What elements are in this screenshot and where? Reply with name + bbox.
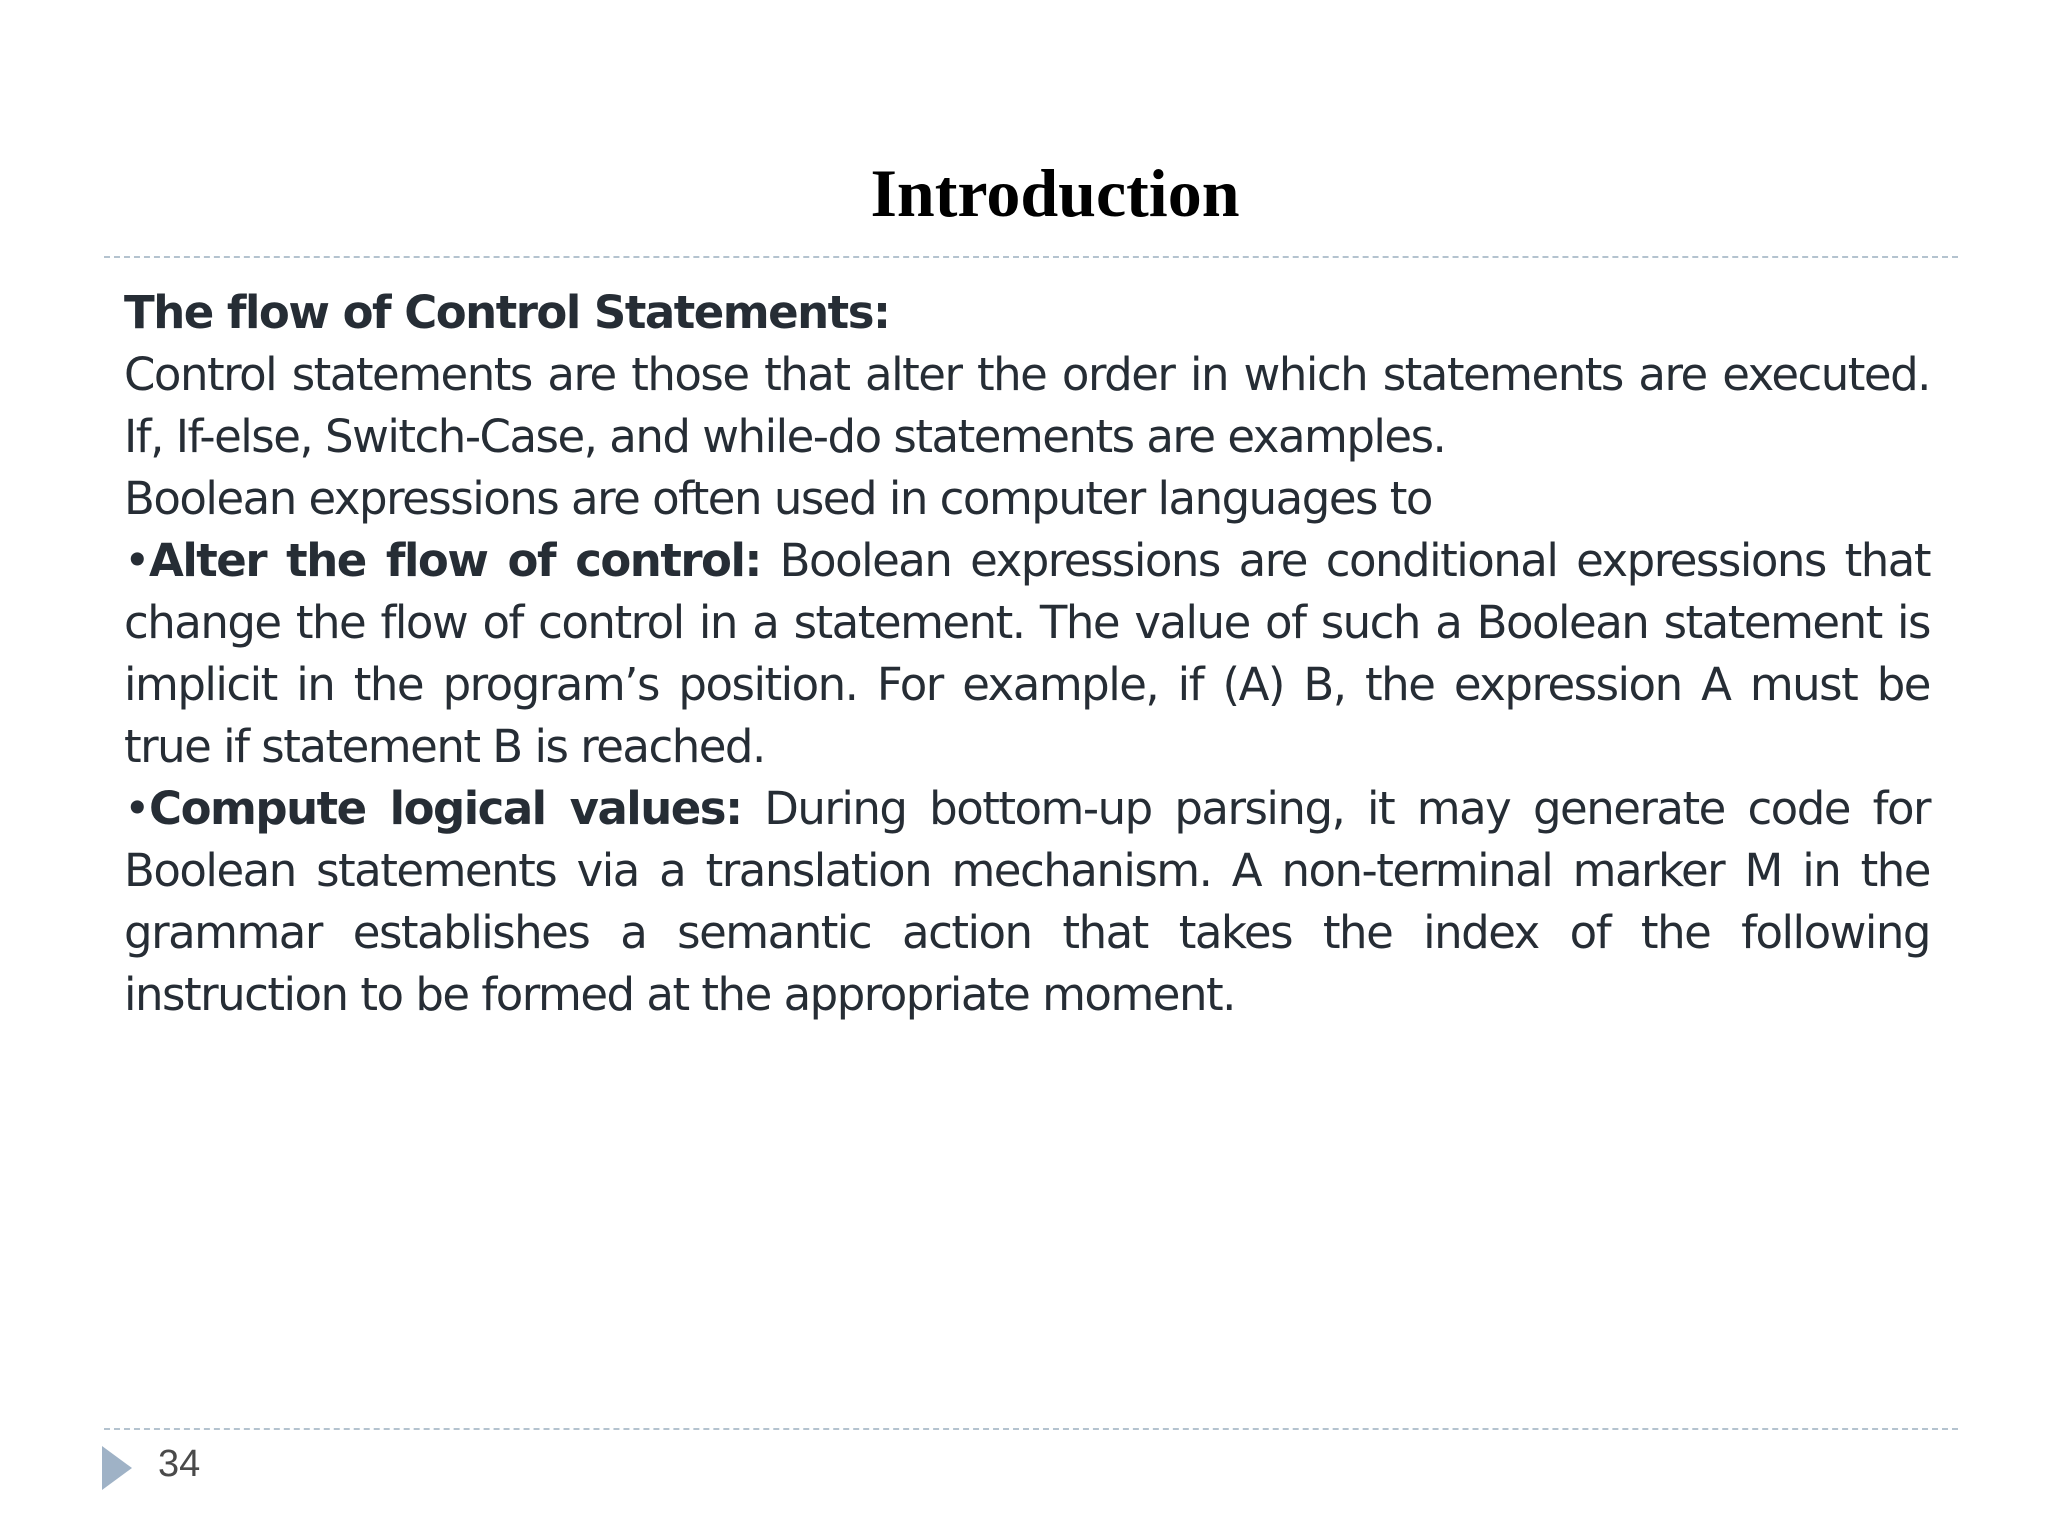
bullet-lead: Compute logical values:: [149, 782, 742, 835]
bullet-text: During bottom-up parsing, it may generate code for Boolean statements via a translation mechanism. A non-terminal marker M in the grammar establishes a semantic action that takes the index of the following instruction to be formed at the appropriate moment.: [124, 782, 1930, 1021]
intro-paragraph: Control statements are those that alter the order in which statements are executed. If, If-else, Switch-Case, and while-do statements are examples.: [124, 348, 1930, 463]
bullet-item: [124, 530, 1930, 778]
title-divider: [104, 256, 1958, 258]
play-triangle-icon: [102, 1446, 132, 1490]
intro-last-line: Boolean expressions are often used in computer languages to: [124, 472, 1432, 525]
bullet-text: Boolean expressions are conditional expressions that change the flow of control in a statement. The value of such a Boolean statement is implicit in the program’s position. For example, if (A) B, the expression A must be true if statement B is reached.: [124, 534, 1931, 773]
bullet-marker: •: [124, 782, 150, 835]
footer-divider: [104, 1428, 1958, 1430]
section-heading: The flow of Control Statements:: [124, 286, 890, 339]
slide-body: [124, 282, 1930, 1026]
bullet-marker: •: [124, 534, 150, 587]
bullet-lead: Alter the flow of control:: [149, 534, 761, 587]
slide-title: Introduction: [870, 155, 1240, 231]
page-number: 34: [158, 1443, 201, 1485]
bullet-item: [124, 778, 1930, 1026]
